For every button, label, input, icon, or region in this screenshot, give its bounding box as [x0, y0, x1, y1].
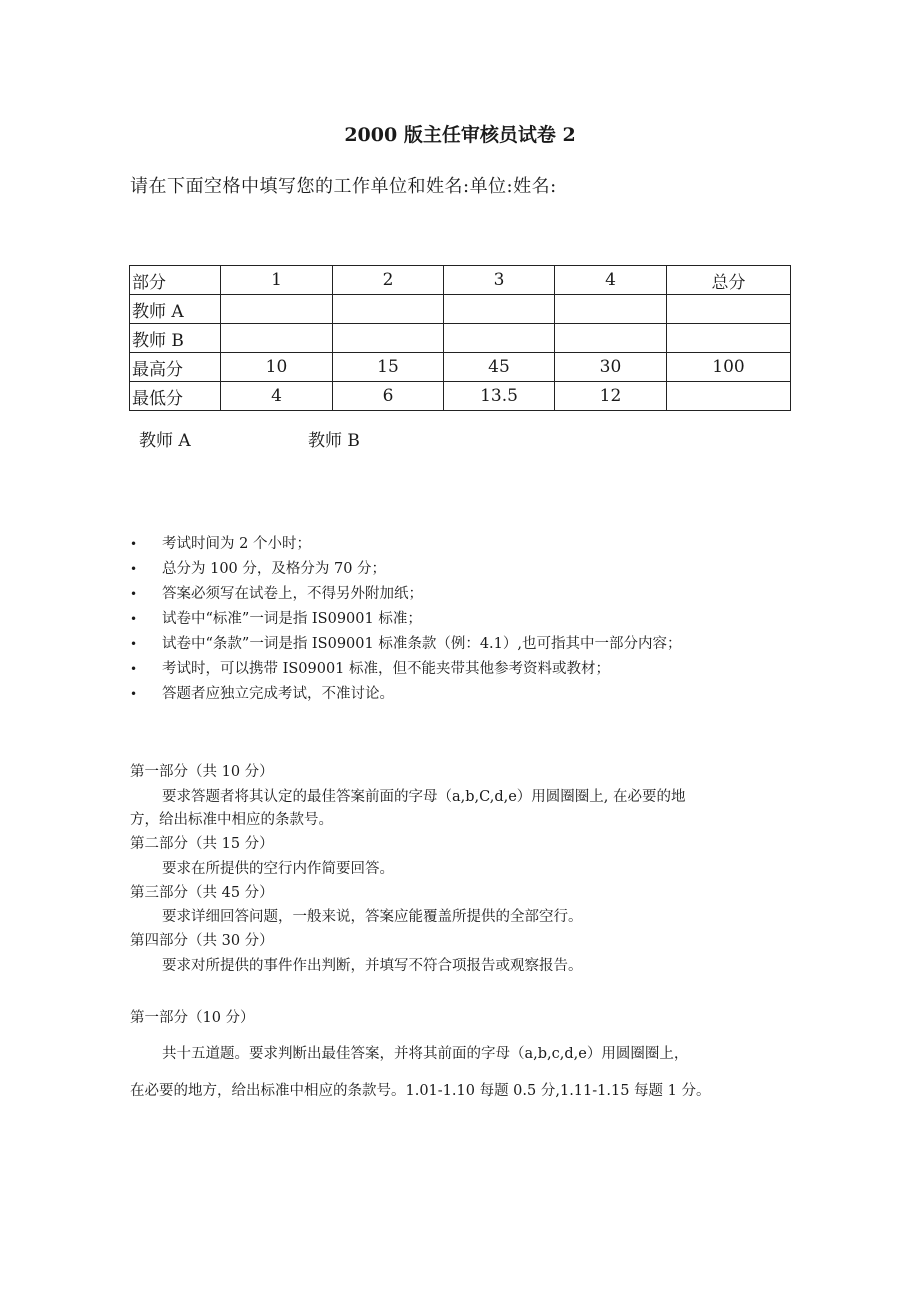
- score-cell: 12: [555, 382, 667, 411]
- score-cell[interactable]: [444, 324, 555, 353]
- bullet-icon: •: [130, 537, 138, 551]
- rule-text: 答题者应独立完成考试，不准讨论。: [162, 686, 394, 702]
- score-cell: 4: [221, 382, 333, 411]
- part4-heading: 第四部分（共 30 分）: [130, 933, 274, 949]
- score-cell[interactable]: [333, 295, 444, 324]
- table-row: [130, 353, 791, 382]
- part-one-intro: 共十五道题。要求判断出最佳答案，并将其前面的字母（a,b,c,d,e）用圆圈圈上，: [162, 1046, 689, 1062]
- bullet-icon: •: [130, 587, 138, 601]
- exam-rules-list: [130, 532, 682, 707]
- teacher-a-signature-label: 教师 A: [139, 431, 191, 451]
- list-item: [130, 557, 682, 582]
- score-cell: 30: [555, 353, 667, 382]
- score-cell[interactable]: [333, 324, 444, 353]
- part4-description: 要求对所提供的事件作出判断，并填写不符合项报告或观察报告。: [162, 958, 583, 974]
- part3-heading: 第三部分（共 45 分）: [130, 885, 274, 901]
- score-cell[interactable]: [221, 295, 333, 324]
- rule-text: 试卷中“条款”一词是指 IS09001 标准条款（例：4.1）,也可指其中一部分内容；: [162, 636, 682, 652]
- row-label: 教师 A: [130, 295, 221, 324]
- part-one-intro-cont: 在必要的地方，给出标准中相应的条款号。1.01-1.10 每题 0.5 分,1.11-1.15 每题 1 分。: [130, 1083, 711, 1099]
- score-table: [129, 265, 791, 411]
- part-one-heading: 第一部分（10 分）: [130, 1010, 255, 1026]
- bullet-icon: •: [130, 662, 138, 676]
- table-header-row: [130, 266, 791, 295]
- list-item: [130, 657, 682, 682]
- bullet-icon: •: [130, 687, 138, 701]
- rule-text: 考试时，可以携带 IS09001 标准，但不能夹带其他参考资料或教材；: [162, 661, 611, 677]
- header-cell: 3: [444, 266, 555, 295]
- rule-text: 答案必须写在试卷上，不得另外附加纸；: [162, 586, 423, 602]
- score-cell: 10: [221, 353, 333, 382]
- score-cell[interactable]: [667, 295, 791, 324]
- score-cell: [667, 382, 791, 411]
- list-item: [130, 682, 682, 707]
- part1-description-cont: 方，给出标准中相应的条款号。: [130, 812, 333, 828]
- part1-description: 要求答题者将其认定的最佳答案前面的字母（a,b,C,d,e）用圆圈圈上, 在必要的地: [162, 789, 686, 805]
- rule-text: 总分为 100 分，及格分为 70 分；: [162, 561, 387, 577]
- part2-heading: 第二部分（共 15 分）: [130, 836, 274, 852]
- rule-text: 考试时间为 2 个小时；: [162, 536, 311, 552]
- row-label: 最高分: [130, 353, 221, 382]
- table-row: [130, 382, 791, 411]
- list-item: [130, 607, 682, 632]
- score-cell: 100: [667, 353, 791, 382]
- bullet-icon: •: [130, 637, 138, 651]
- score-cell[interactable]: [555, 324, 667, 353]
- bullet-icon: •: [130, 562, 138, 576]
- header-cell: 总分: [667, 266, 791, 295]
- header-cell: 4: [555, 266, 667, 295]
- list-item: [130, 582, 682, 607]
- list-item: [130, 632, 682, 657]
- score-cell: 45: [444, 353, 555, 382]
- row-label: 最低分: [130, 382, 221, 411]
- header-cell: 2: [333, 266, 444, 295]
- score-cell: 15: [333, 353, 444, 382]
- header-cell: 部分: [130, 266, 221, 295]
- part3-description: 要求详细回答问题，一般来说，答案应能覆盖所提供的全部空行。: [162, 909, 583, 925]
- part1-heading: 第一部分（共 10 分）: [130, 764, 274, 780]
- fill-instruction: 请在下面空格中填写您的工作单位和姓名:单位:姓名:: [130, 176, 557, 197]
- score-cell[interactable]: [221, 324, 333, 353]
- table-row: [130, 324, 791, 353]
- page-title: 2000 版主任审核员试卷 2: [344, 124, 576, 146]
- header-cell: 1: [221, 266, 333, 295]
- list-item: [130, 532, 682, 557]
- score-cell: 6: [333, 382, 444, 411]
- bullet-icon: •: [130, 612, 138, 626]
- score-cell[interactable]: [667, 324, 791, 353]
- rule-text: 试卷中“标准”一词是指 IS09001 标准；: [162, 611, 422, 627]
- part2-description: 要求在所提供的空行内作简要回答。: [162, 861, 394, 877]
- table-row: [130, 295, 791, 324]
- teacher-b-signature-label: 教师 B: [308, 431, 360, 451]
- score-cell: 13.5: [444, 382, 555, 411]
- row-label: 教师 B: [130, 324, 221, 353]
- score-cell[interactable]: [555, 295, 667, 324]
- score-cell[interactable]: [444, 295, 555, 324]
